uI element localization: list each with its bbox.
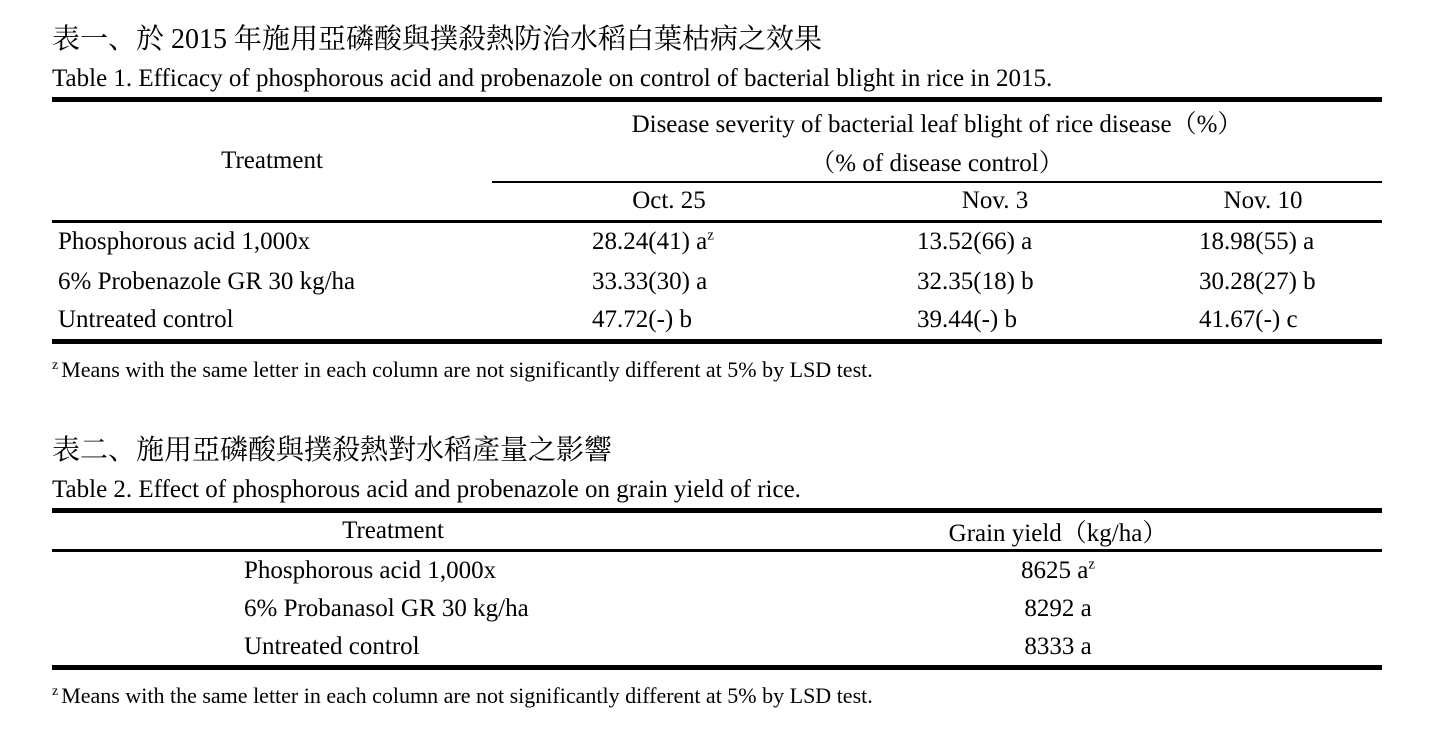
value-cell <box>734 551 1382 590</box>
value-cell <box>492 302 846 342</box>
table-row <box>52 590 1382 629</box>
treatment-cell: Untreated control <box>58 306 234 334</box>
value-text: 13.52(66) a <box>917 228 1033 256</box>
table1-title-chinese: 表一、於 2015 年施用亞磷酸與撲殺熱防治水稻白葉枯病之效果 <box>52 24 823 55</box>
table1-header-nov10: Nov. 10 <box>1144 182 1382 222</box>
value-text: 47.72(-) b <box>592 306 692 334</box>
table-row <box>52 262 1382 302</box>
treatment-cell: Untreated control <box>244 632 420 660</box>
table2-title-chinese: 表二、施用亞磷酸與撲殺熱對水稻產量之影響 <box>52 435 613 466</box>
table1-header-disease-severity: Disease severity of bacterial leaf blight of rice disease（%） <box>631 110 1243 138</box>
table2-grain-yield <box>52 508 1382 670</box>
value-text: 8333 a <box>1024 632 1092 660</box>
table-row <box>52 551 1382 590</box>
table2-header-grain-yield: Grain yield（kg/ha） <box>734 511 1382 551</box>
value-text: 41.67(-) c <box>1199 306 1298 334</box>
value-cell <box>846 302 1144 342</box>
value-cell <box>492 222 846 262</box>
table2-header-treatment: Treatment <box>52 511 734 551</box>
value-cell <box>1144 262 1382 302</box>
table1-header-treatment: Treatment <box>52 100 492 222</box>
table1-group-header-row <box>52 100 1382 142</box>
value-cell <box>846 222 1144 262</box>
value-text: 28.24(41) a <box>592 228 708 256</box>
table2-footnote <box>52 682 1452 709</box>
value-text: 39.44(-) b <box>917 306 1017 334</box>
value-text: 30.28(27) b <box>1199 267 1316 295</box>
footnote-superscript: z <box>52 683 59 699</box>
significance-superscript: z <box>1088 556 1096 573</box>
table2-header-row <box>52 511 1382 551</box>
table-row <box>52 222 1382 262</box>
table2-title-english: Table 2. Effect of phosphorous acid and probenazole on grain yield of rice. <box>52 476 801 503</box>
value-cell <box>734 629 1382 668</box>
value-cell <box>846 262 1144 302</box>
treatment-cell: 6% Probanasol GR 30 kg/ha <box>244 595 529 622</box>
table1-header-oct25: Oct. 25 <box>492 182 846 222</box>
value-text: 8625 a <box>1020 556 1089 584</box>
value-cell <box>1144 222 1382 262</box>
value-text: 33.33(30) a <box>592 267 708 295</box>
value-cell <box>1144 302 1382 342</box>
treatment-cell: Phosphorous acid 1,000x <box>58 228 311 256</box>
table1-disease-severity <box>52 97 1382 344</box>
value-cell <box>492 262 846 302</box>
table-row <box>52 302 1382 342</box>
value-text: 32.35(18) b <box>917 267 1034 295</box>
value-text: 18.98(55) a <box>1199 228 1315 256</box>
value-text: 8292 a <box>1024 595 1092 622</box>
treatment-cell: Phosphorous acid 1,000x <box>244 556 497 584</box>
significance-superscript: z <box>707 227 714 244</box>
table1-header-disease-control: （% of disease control） <box>492 142 1382 182</box>
table1-footnote <box>52 356 1452 383</box>
value-cell <box>734 590 1382 629</box>
footnote-superscript: z <box>52 357 59 373</box>
table1-header-nov3: Nov. 3 <box>846 182 1144 222</box>
table1-title-english: Table 1. Efficacy of phosphorous acid and probenazole on control of bacterial blight in rice in 2015. <box>52 65 1053 92</box>
footnote-text: Means with the same letter in each column are not significantly different at 5% by LSD test. <box>61 683 873 708</box>
table-row <box>52 629 1382 668</box>
treatment-cell: 6% Probenazole GR 30 kg/ha <box>58 267 356 295</box>
footnote-text: Means with the same letter in each column are not significantly different at 5% by LSD test. <box>61 357 873 382</box>
